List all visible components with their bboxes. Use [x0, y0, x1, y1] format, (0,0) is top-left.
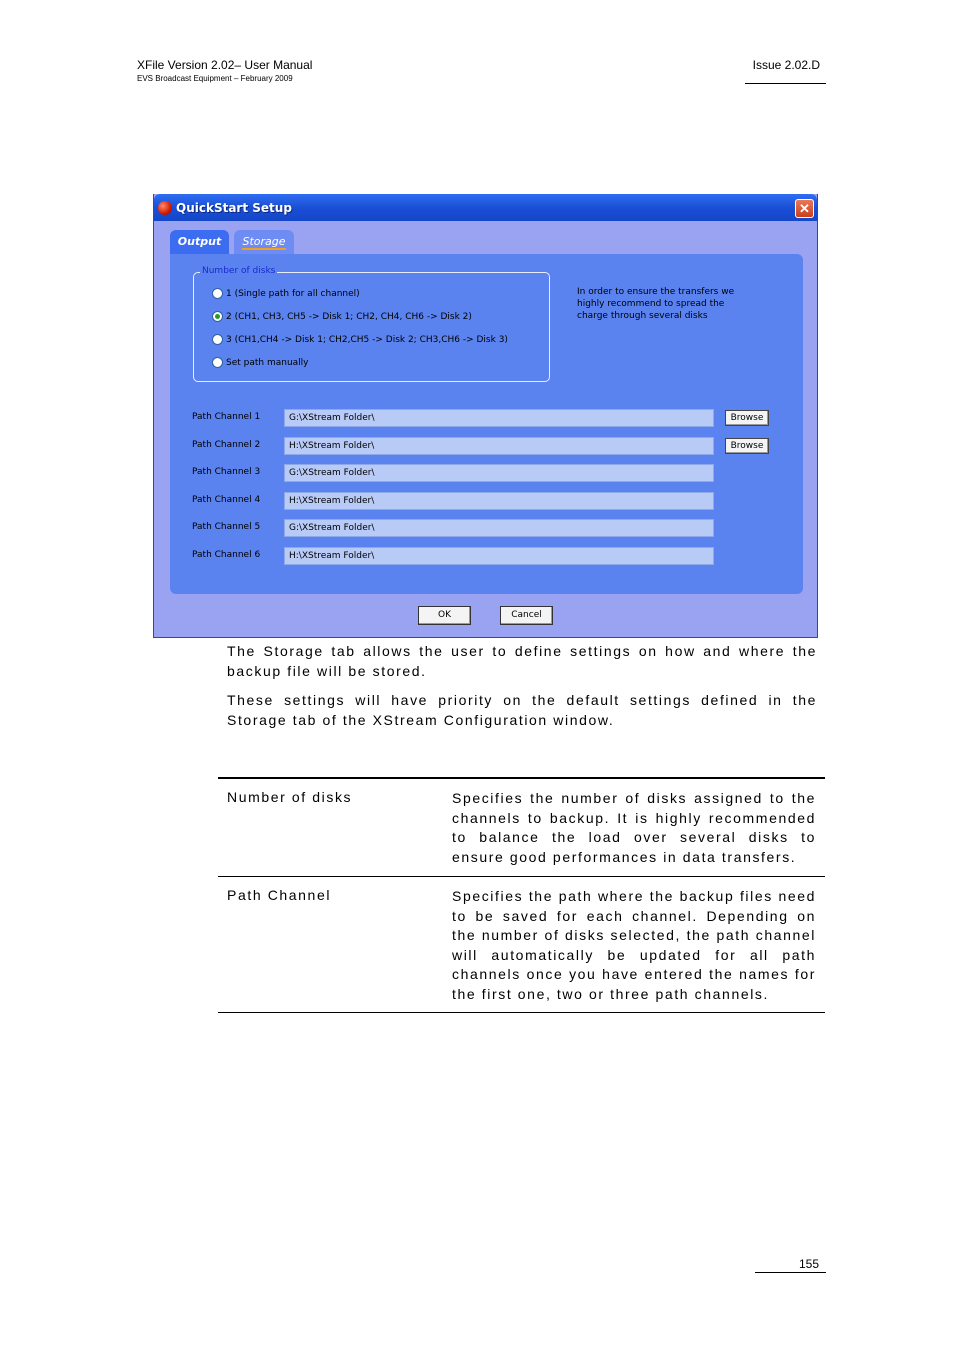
dialog-titlebar [154, 194, 817, 221]
table-definition: Specifies the path where the backup files need to be saved for each channel. Depending on the number of disks selected, the path channel will automatically be updated for all path channels once you have entered the names for the first one, two or three path channels. [452, 888, 816, 1002]
path-label: Path Channel 3 [192, 467, 261, 477]
path-label: Path Channel 4 [192, 495, 261, 505]
browse-button-2[interactable]: Browse [725, 438, 769, 454]
radio-icon[interactable] [212, 288, 223, 299]
radio-selected-icon[interactable] [212, 311, 223, 322]
path-field-5[interactable]: G:\XStream Folder\ [284, 519, 714, 537]
ok-button[interactable]: OK [418, 606, 471, 625]
path-row-4 [192, 492, 772, 510]
path-label: Path Channel 5 [192, 522, 261, 532]
table-definition: Specifies the number of disks assigned to the channels to backup. It is highly recommended to balance the load over several disks to ensure good performances in data transfers. [452, 790, 816, 865]
page-header [137, 58, 312, 83]
table-top-rule [218, 777, 825, 779]
radio-icon[interactable] [212, 334, 223, 345]
path-row-5 [192, 519, 772, 537]
body-paragraph-1: The Storage tab allows the user to define settings on how and where the backup file will be stored. [227, 643, 817, 679]
manual-title: XFile Version 2.02– User Manual [137, 58, 313, 72]
radio-option-manual[interactable] [212, 357, 309, 368]
tab-storage[interactable] [234, 230, 294, 254]
path-field-1[interactable]: G:\XStream Folder\ [284, 409, 714, 427]
issue-label: Issue 2.02.D [752, 58, 820, 72]
tab-storage-label: Storage [242, 235, 286, 248]
manual-subtitle: EVS Broadcast Equipment – February 2009 [137, 74, 293, 83]
path-row-2 [192, 437, 772, 455]
path-row-1 [192, 409, 772, 427]
tab-output[interactable]: Output [170, 230, 229, 254]
number-of-disks-group [193, 266, 550, 382]
path-label: Path Channel 2 [192, 440, 261, 450]
radio-label: 3 (CH1,CH4 -> Disk 1; CH2,CH5 -> Disk 2; CH3,CH6 -> Disk 3) [226, 334, 508, 345]
dialog-title: QuickStart Setup [176, 200, 292, 215]
footer-rule [755, 1272, 826, 1273]
table-term: Path Channel [227, 887, 332, 903]
radio-label: 2 (CH1, CH3, CH5 -> Disk 1; CH2, CH4, CH6 -> Disk 2) [226, 311, 472, 322]
radio-label: 1 (Single path for all channel) [226, 288, 360, 299]
table-term: Number of disks [227, 789, 353, 805]
path-label: Path Channel 1 [192, 412, 261, 422]
browse-button-1[interactable]: Browse [725, 410, 769, 426]
path-row-6 [192, 547, 772, 565]
header-rule [745, 83, 826, 84]
recommendation-note: In order to ensure the transfers we highly recommend to spread the charge through several disks [577, 287, 735, 321]
path-field-4[interactable]: H:\XStream Folder\ [284, 492, 714, 510]
path-row-3 [192, 464, 772, 482]
path-field-6[interactable]: H:\XStream Folder\ [284, 547, 714, 565]
body-paragraph-2: These settings will have priority on the default settings defined in the Storage tab of the XStream Configuration window. [227, 692, 817, 728]
table-bottom-rule [218, 1012, 825, 1013]
path-field-2[interactable]: H:\XStream Folder\ [284, 437, 714, 455]
cancel-button[interactable]: Cancel [500, 606, 553, 625]
radio-option-1[interactable] [212, 288, 360, 299]
group-label: Number of disks [202, 266, 276, 276]
storage-panel [170, 254, 803, 594]
path-label: Path Channel 6 [192, 550, 261, 560]
radio-label: Set path manually [226, 357, 309, 368]
quickstart-dialog [153, 194, 818, 638]
page-number: 155 [798, 1257, 819, 1271]
app-icon [158, 201, 172, 215]
path-field-3[interactable]: G:\XStream Folder\ [284, 464, 714, 482]
radio-icon[interactable] [212, 357, 223, 368]
radio-option-3[interactable] [212, 334, 508, 345]
table-row-rule [218, 876, 825, 877]
close-icon[interactable]: ✕ [795, 199, 814, 218]
radio-option-2[interactable] [212, 311, 472, 322]
